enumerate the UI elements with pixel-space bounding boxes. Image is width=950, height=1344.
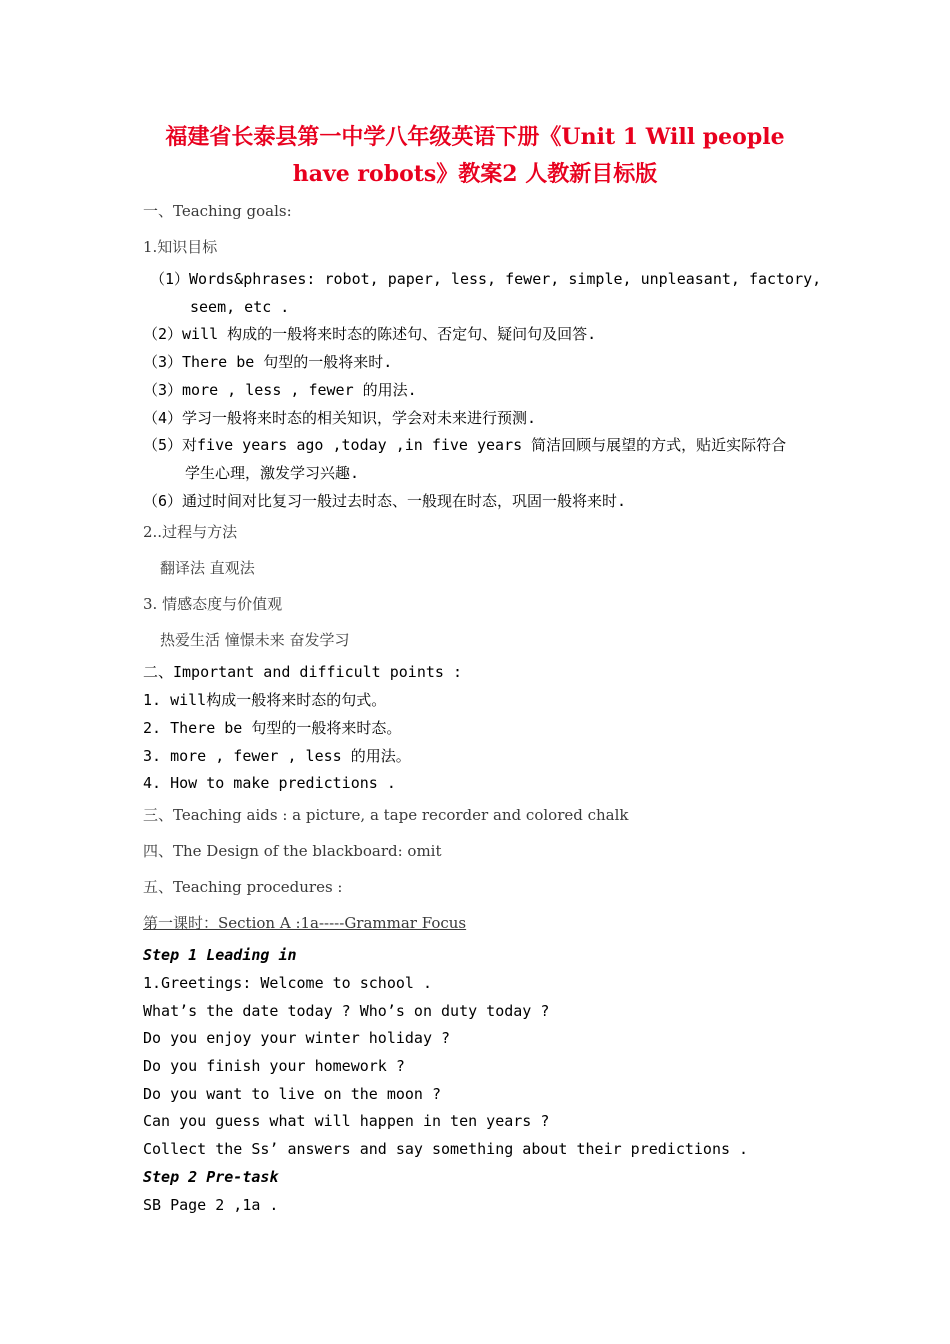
- section-heading-teaching-aids: 三、Teaching aids : a picture, a tape recorder and colored chalk: [143, 806, 629, 824]
- goal-item: （3）more , less , fewer 的用法.: [143, 381, 417, 399]
- goal-item: （2）will 构成的一般将来时态的陈述句、否定句、疑问句及回答.: [143, 325, 597, 343]
- procedure-line: Do you want to live on the moon ?: [143, 1085, 442, 1103]
- goal-item: （3）There be 句型的一般将来时.: [143, 353, 393, 371]
- subheading-attitudes-values: 3. 情感态度与价值观: [143, 595, 283, 613]
- goal-item-continuation: seem, etc .: [190, 298, 290, 316]
- goal-item: （1）Words&phrases: robot, paper, less, fewer, simple, unpleasant, factory,: [150, 270, 822, 288]
- document-title-line-1: 福建省长泰县第一中学八年级英语下册《Unit 1 Will people: [165, 124, 785, 150]
- procedure-line: SB Page 2 ,1a .: [143, 1196, 279, 1214]
- step-heading-leading-in: Step 1 Leading in: [143, 946, 297, 964]
- point-item: 1. will构成一般将来时态的句式。: [143, 691, 387, 709]
- procedure-line: 1.Greetings: Welcome to school .: [143, 974, 432, 992]
- point-item: 3. more , fewer , less 的用法。: [143, 747, 411, 765]
- goal-item: （4）学习一般将来时态的相关知识，学会对未来进行预测.: [143, 409, 537, 427]
- goal-item-continuation: 学生心理，激发学习兴趣.: [185, 464, 360, 482]
- lesson-heading: 第一课时：Section A :1a-----Grammar Focus: [143, 914, 467, 932]
- procedure-line: Can you guess what will happen in ten years ?: [143, 1112, 550, 1130]
- procedure-line: Do you finish your homework ?: [143, 1057, 405, 1075]
- section-heading-important-points: 二、Important and difficult points :: [143, 663, 462, 681]
- section-heading-blackboard-design: 四、The Design of the blackboard: omit: [143, 842, 442, 860]
- process-methods-text: 翻译法 直观法: [160, 559, 255, 577]
- step-heading-pre-task: Step 2 Pre-task: [143, 1168, 279, 1186]
- point-item: 4. How to make predictions .: [143, 774, 396, 792]
- section-heading-teaching-procedures: 五、Teaching procedures :: [143, 878, 343, 896]
- subheading-knowledge-goals: 1.知识目标: [143, 238, 218, 256]
- procedure-line: What’s the date today ? Who’s on duty today ?: [143, 1002, 550, 1020]
- goal-item: （5）对five years ago ,today ,in five years 简洁回顾与展望的方式，贴近实际符合: [143, 436, 787, 454]
- procedure-line: Do you enjoy your winter holiday ?: [143, 1029, 451, 1047]
- point-item: 2. There be 句型的一般将来时态。: [143, 719, 402, 737]
- document-title-line-2: have robots》教案2 人教新目标版: [292, 161, 658, 187]
- subheading-process-methods: 2..过程与方法: [143, 523, 238, 541]
- procedure-line: Collect the Ss’ answers and say something about their predictions .: [143, 1140, 749, 1158]
- goal-item: （6）通过时间对比复习一般过去时态、一般现在时态，巩固一般将来时.: [143, 492, 627, 510]
- attitudes-values-text: 热爱生活 憧憬未来 奋发学习: [160, 631, 350, 649]
- section-heading-teaching-goals: 一、Teaching goals:: [143, 202, 292, 220]
